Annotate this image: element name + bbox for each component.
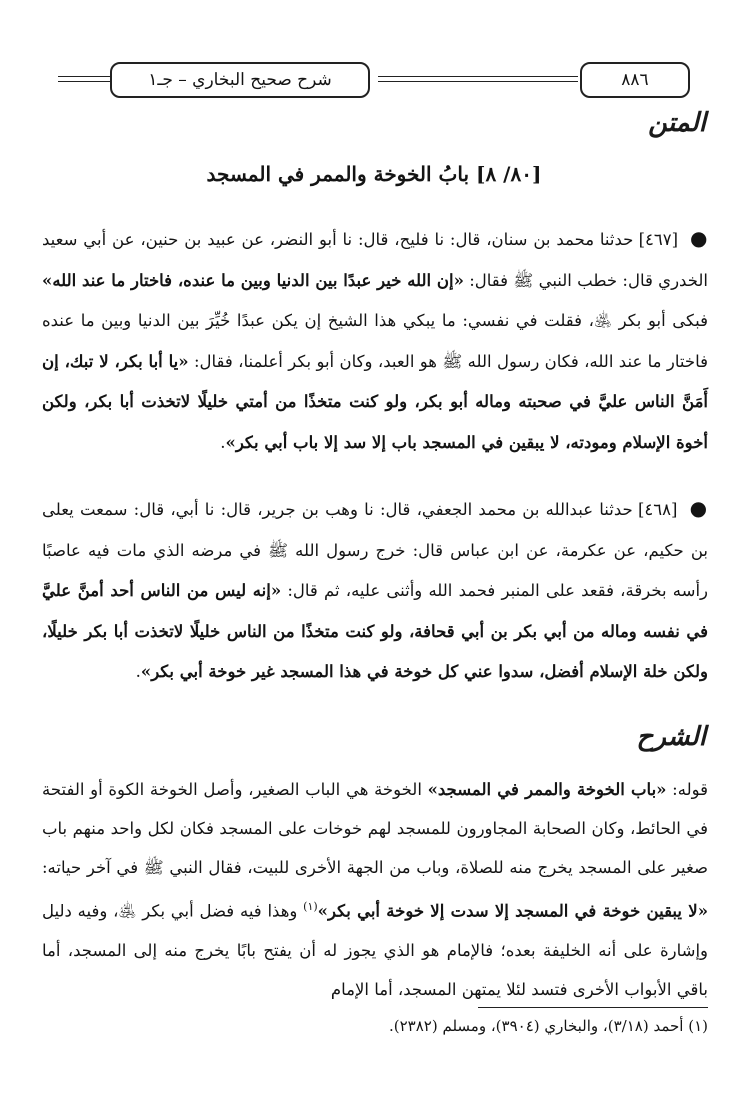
commentary-paragraph <box>42 770 708 1009</box>
footnote-divider <box>478 1007 708 1008</box>
chapter-title: [٨٠/ ٨] بابُ الخوخة والممر في المسجد <box>206 162 542 186</box>
hadith-end: . <box>220 432 226 452</box>
book-title: شرح صحيح البخاري – جـ١ <box>110 62 370 98</box>
sharh-heading: الشرح <box>636 722 706 752</box>
hadith-end: . <box>135 662 141 681</box>
hadith-isnad: حدثنا عبدالله بن محمد الجعفي، قال: نا وهب بن جرير، قال: نا أبي، قال: سمعت يعلى بن حكيم، عن عكرمة، عن ابن عباس قال: خرج رسول الله ﷺ في مرضه الذي مات فيه عاصبًا رأسه بخرقة، فقعد على المنبر فحمد الله وأثنى عليه، ثم قال: <box>42 500 708 600</box>
header-rule-left <box>58 76 110 82</box>
page-number: ٨٨٦ <box>580 62 690 98</box>
hadith-467 <box>42 218 708 463</box>
hadith-quote: «إنه ليس من الناس أحد أمنَّ عليَّ في نفسه وماله من أبي بكر بن أبي قحافة، ولو كنت متخذًا من الناس خليلًا لاتخذت أبا بكر خليلًا، ولكن خلة الإسلام أفضل، سدوا عني كل خوخة في هذا المسجد غير خوخة أبي بكر» <box>42 581 708 681</box>
hadith-number: [٤٦٨] <box>637 500 678 519</box>
footnote-reference: (١) <box>303 900 318 913</box>
hadith-text <box>42 218 708 463</box>
bullet-icon: ● <box>689 496 709 520</box>
hadith-468 <box>42 488 708 693</box>
header-rule-right <box>378 76 578 82</box>
footnote: (١) أحمد (٣/١٨)، والبخاري (٣٩٠٤)، ومسلم (٢٣٨٢). <box>388 1017 708 1035</box>
hadith-narrative: فبكى أبو بكر ﵁، فقلت في نفسي: ما يبكي هذا الشيخ إن يكن عبدًا خُيِّرَ بين الدنيا وبين ما عنده فاختار ما عند الله، فكان رسول الله ﷺ هو العبد، وكان أبو بكر أعلمنا، فقال: <box>42 311 708 371</box>
commentary-quote: «لا يبقين خوخة في المسجد إلا سدت إلا خوخة أبي بكر» <box>317 901 709 921</box>
commentary-text: الخوخة هي الباب الصغير، وأصل الخوخة الكوة أو الفتحة في الحائط، وكان الصحابة المجاورون للمسجد لهم خوخات على المسجد فكان لكل واحد منهم باب صغير على المسجد يخرج منه للصلاة، وباب من الجهة الأخرى للبيت، فقال النبي ﷺ في آخر حياته: <box>42 780 708 877</box>
commentary-intro: قوله: <box>666 780 709 799</box>
hadith-text <box>42 488 708 693</box>
commentary-quote: «باب الخوخة والممر في المسجد» <box>427 780 667 799</box>
matn-heading: المتن <box>648 108 706 138</box>
hadith-number: [٤٦٧] <box>638 230 679 249</box>
hadith-quote: «يا أبا بكر، لا تبك، إن أَمَنَّ الناس عليَّ في صحبته وماله أبو بكر، ولو كنت متخذًا من أمتي خليلًا لاتخذت أبا بكر، ولكن أخوة الإسلام ومودته، لا يبقين في المسجد باب إلا سد إلا باب أبي بكر» <box>42 351 708 452</box>
running-header <box>58 58 690 102</box>
bullet-icon: ● <box>689 226 708 250</box>
hadith-quote: «إن الله خير عبدًا بين الدنيا وبين ما عنده، فاختار ما عند الله» <box>42 270 464 290</box>
commentary <box>42 770 708 1009</box>
commentary-text: وهذا فيه فضل أبي بكر ﵁، وفيه دليل وإشارة على أنه الخليفة بعده؛ فالإمام هو الذي يجوز له أن يفتح بابًا يخرج منه إلى المسجد، أما باقي الأبواب الأخرى فتسد لئلا يمتهن المسجد، أما الإمام <box>42 901 708 999</box>
hadith-isnad: حدثنا محمد بن سنان، قال: نا فليح، قال: نا أبو النضر، عن عبيد بن حنين، عن أبي سعيد الخدري قال: خطب النبي ﷺ فقال: <box>42 230 708 290</box>
